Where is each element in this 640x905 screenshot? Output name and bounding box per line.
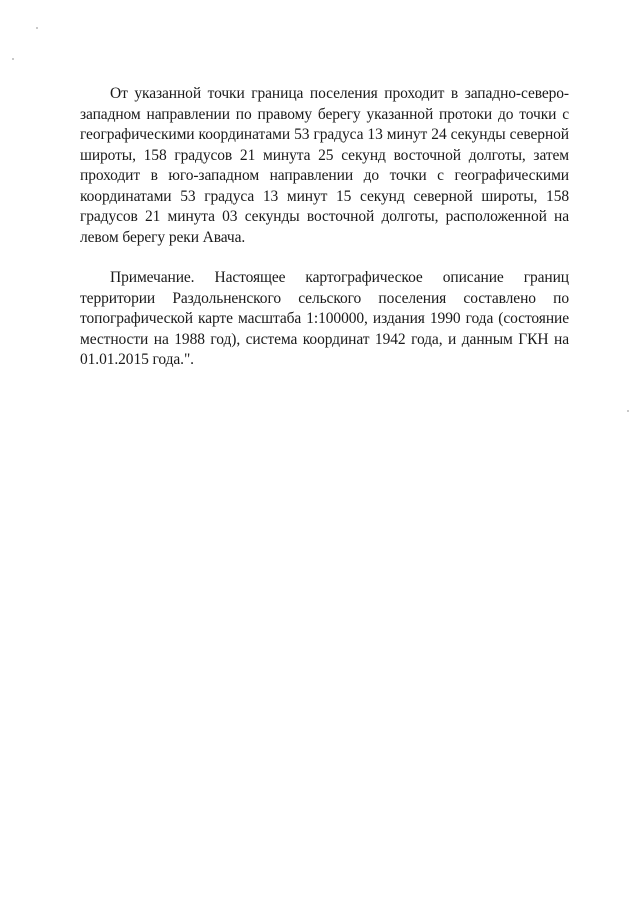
boundary-description-paragraph: От указанной точки граница поселения проходит в западно-северо-западном направлении по правому берегу указанной протоки до точки с географическими координатами 53 градуса 13 минут 24 секунды северной широты, 158 градусов 21 минута 25 секунд восточной долготы, затем проходит в юго-западном направлении до точки с географическими координатами 53 градуса 13 минут 15 секунд северной широты, 158 градусов 21 минута 03 секунды восточной долготы, расположенной на левом берегу реки Авача. [80,85,569,246]
scan-speck [627,410,629,412]
note-paragraph: Примечание. Настоящее картографическое описание границ территории Раздольненского сельского поселения составлено по топографической карте масштаба 1:100000, издания 1990 года (состояние местности на 1988 год), система координат 1942 года, и данным ГКН на 01.01.2015 года.". [80,269,569,368]
scan-speck [12,58,14,60]
document-body [80,84,569,371]
scan-speck [36,27,38,29]
